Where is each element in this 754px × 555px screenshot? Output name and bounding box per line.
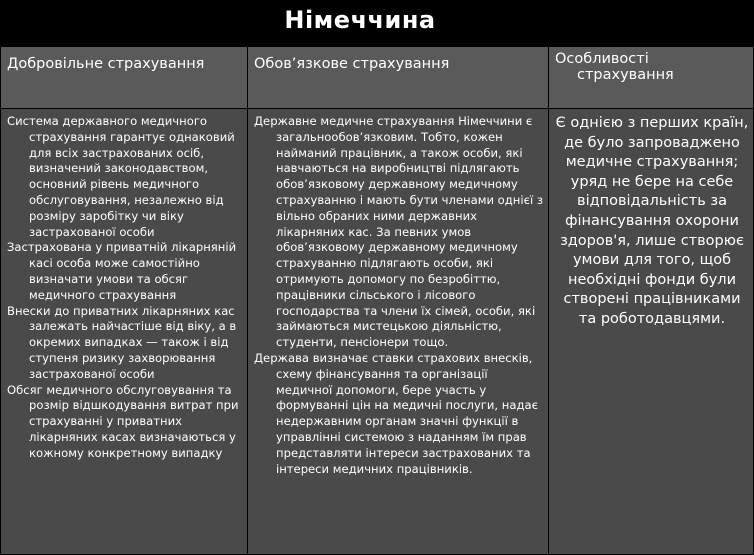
voluntary-insurance-cell <box>1 109 248 555</box>
mandatory-paragraph-2: Держава визначає ставки страхових внесків, схему фінансування та організації медичної допомоги, бере участь у формуванні цін на медичні послуги, надає недержавним органам значні функції в управлінні системою з наданням їм прав представляти інтереси застрахованих та інтереси медичних працівників. <box>254 350 538 476</box>
slide-title: Німеччина <box>284 6 436 34</box>
voluntary-paragraph-3: Внески до приватних лікарняних кас залежать найчастіше від віку, а в окремих випадках — також і від ступеня ризику захворювання застрахованої особи <box>7 303 237 381</box>
mandatory-insurance-content <box>254 114 544 554</box>
features-paragraph-1: Є однією з перших країн, де було запроваджено медичне страхування; уряд не бере на себе відповідальність за фінансування охорони здоров'я, лише створює умови для того, щоб необхідні фонди були створені працівниками та роботодавцями. <box>555 115 749 327</box>
voluntary-paragraph-2: Застрахована у приватній лікарняній касі особа може самостійно визначати умови та обсяг медичного страхування <box>7 240 237 302</box>
header-insurance-features <box>549 47 754 109</box>
header-voluntary-insurance: Добровільне страхування <box>1 47 248 109</box>
comparison-table <box>0 46 754 555</box>
header-insurance-features-text: Особливості страхування <box>555 51 674 83</box>
table-header-row <box>1 47 754 109</box>
mandatory-paragraph-1: Державне медичне страхування Німеччини є загальнообов’язковим. Тобто, кожен найманий працівник, а також особи, які навчаються на виробництві підлягають обов’язковому державному медичному страхуванню і мають бути членами однієї з вільно обраних ними державних лікарняних кас. За певних умов обов’язковому державному медичному страхуванню підлягають особи, які отримують допомогу по безробіттю, працівники сільського і лісового господарства та члени їх сімей, особи, які займаються мистецькою діяльністю, студенти, пенсіонери тощо. <box>254 114 544 350</box>
insurance-features-content <box>555 114 749 554</box>
voluntary-insurance-content <box>7 114 243 554</box>
mandatory-insurance-cell <box>248 109 549 555</box>
voluntary-paragraph-1: Система державного медичного страхування гарантує однаковий для всіх застрахованих осіб, визначений законодавством, основний рівень медичного обслуговування, незалежно від розміру заробітку чи віку застрахованої особи <box>7 114 235 239</box>
table-body-row <box>1 109 754 555</box>
insurance-features-cell <box>549 109 754 555</box>
voluntary-paragraph-4: Обсяг медичного обслуговування та розмір відшкодування витрат при страхуванні у приватних лікарняних касах визначаються у кожному конкретному випадку <box>7 382 239 460</box>
header-mandatory-insurance: Обов’язкове страхування <box>248 47 549 109</box>
